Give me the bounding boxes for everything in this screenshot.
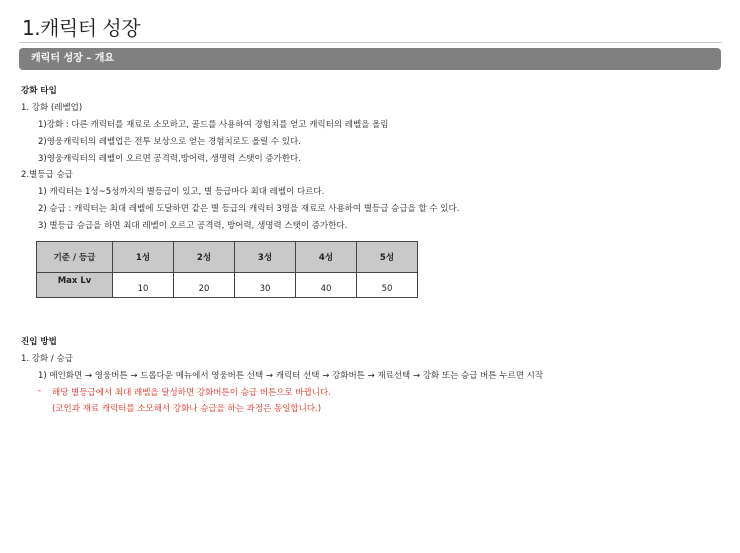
page-title: 1.캐릭터 성장 xyxy=(22,16,141,40)
enhance-item-2: 2)영웅캐릭터의 레벨업은 전투 보상으로 얻는 경험치로도 올릴 수 있다. xyxy=(38,137,301,147)
section-header-bar: 캐릭터 성장 – 개요 xyxy=(19,48,721,70)
grade-table-header-label: 기준 / 등급 xyxy=(37,242,113,273)
promotion-item-1: 1) 캐릭터는 1성~5성까지의 별등급이 있고, 별 등급마다 최대 레벨이 다르다. xyxy=(38,187,325,197)
grade-cell: 4성 xyxy=(296,242,357,273)
max-level-cell: 40 xyxy=(296,273,357,298)
entry-path: 1) 메인화면 → 영웅버튼 → 드롭다운 메뉴에서 영웅버튼 선택 → 캐릭터 선택 → 강화버튼 → 재료선택 → 강화 또는 승급 버튼 누르면 시작 xyxy=(38,371,544,381)
grade-table xyxy=(36,241,418,298)
max-level-cell: 20 xyxy=(174,273,235,298)
enhance-item-1: 1)강화 : 다른 캐릭터를 재료로 소모하고, 골드를 사용하여 경험치를 얻고 캐릭터의 레벨을 올림 xyxy=(38,120,389,130)
promotion-item-2: 2) 승급 : 캐릭터는 최대 레벨에 도달하면 같은 별 등급의 캐릭터 3명을 재료로 사용하여 별등급 승급을 할 수 있다. xyxy=(38,204,460,214)
enhance-label: 1. 강화 (레벨업) xyxy=(21,103,83,113)
note-line-1: 해당 별등급에서 최대 레벨을 달성하면 강화버튼이 승급 버튼으로 바뀝니다. xyxy=(52,388,331,398)
enhance-item-3: 3)영웅캐릭터의 레벨이 오르면 공격력,방어력, 생명력 스탯이 증가한다. xyxy=(38,154,301,164)
promotion-label: 2.별등급 승급 xyxy=(21,170,73,180)
max-level-label: Max Lv xyxy=(37,273,113,298)
max-level-cell: 50 xyxy=(357,273,418,298)
max-level-cell: 10 xyxy=(113,273,174,298)
grade-table-header-row xyxy=(37,242,418,273)
upgrade-types-heading: 강화 타입 xyxy=(21,86,57,96)
grade-cell: 5성 xyxy=(357,242,418,273)
note-line-2: (코인과 재료 캐릭터를 소모해서 강화나 승급을 하는 과정은 동일합니다.) xyxy=(52,404,322,414)
max-level-row xyxy=(37,273,418,298)
max-level-cell: 30 xyxy=(235,273,296,298)
entry-label: 1. 강화 / 승급 xyxy=(21,354,73,364)
grade-cell: 3성 xyxy=(235,242,296,273)
grade-cell: 1성 xyxy=(113,242,174,273)
promotion-item-3: 3) 별등급 승급을 하면 최대 레벨이 오르고 공격력, 방어력, 생명력 스탯이 증가한다. xyxy=(38,221,348,231)
grade-cell: 2성 xyxy=(174,242,235,273)
note-bullet: - xyxy=(38,386,42,396)
entry-heading: 진입 방법 xyxy=(21,337,57,347)
title-divider xyxy=(19,42,722,43)
